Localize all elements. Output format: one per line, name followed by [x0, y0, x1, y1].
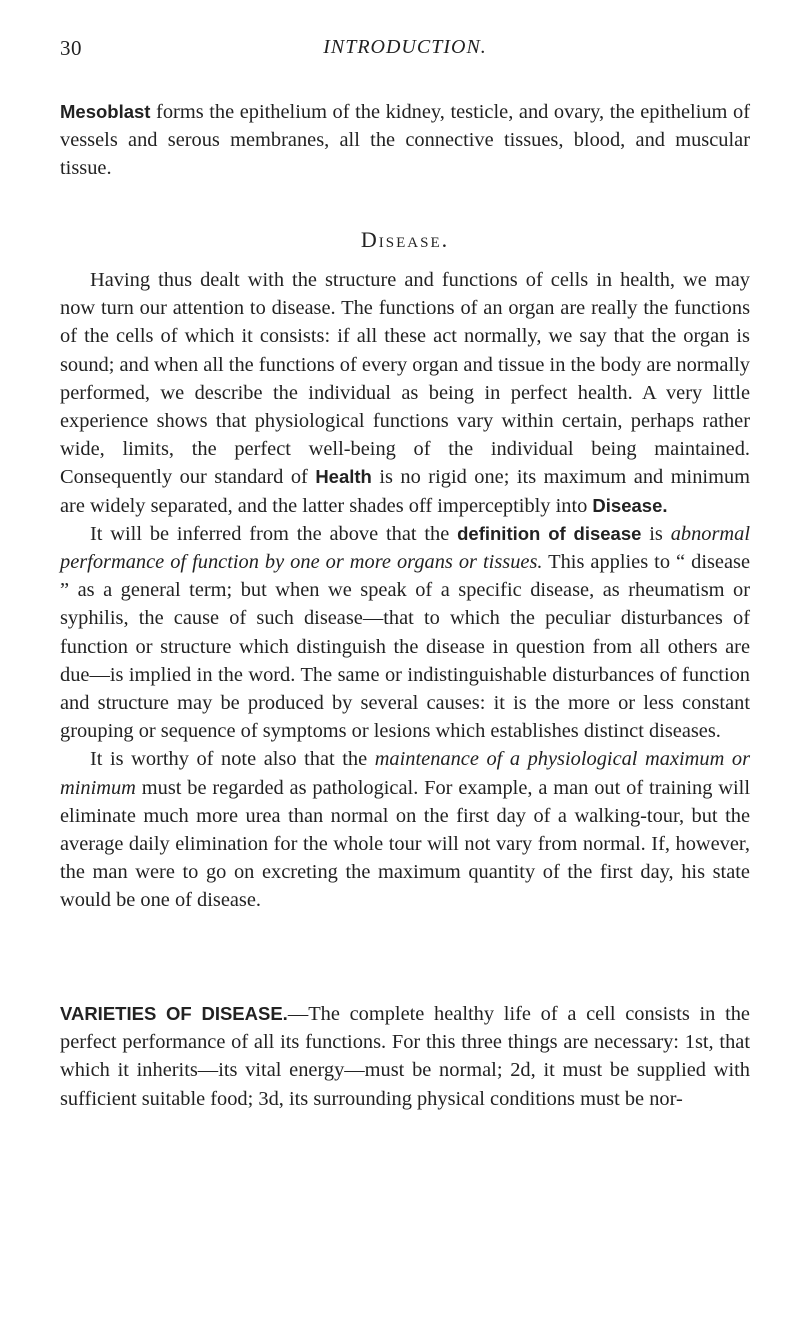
- varieties-section: [60, 1000, 750, 1113]
- varieties-text: —The complete healthy life of a cell consists in the perfect performance of all its functions. For this three things are necessary: 1st, that which it inherits—its vital energy—must be normal; 2d, it must be supplied with sufficient suitable food; 3d, its surrounding physical conditions must be nor-: [60, 1003, 750, 1110]
- definition-text-1: It will be inferred from the above that the: [90, 522, 458, 545]
- intro-paragraph-block: [60, 98, 750, 183]
- mesoblast-paragraph: [60, 98, 750, 183]
- disease-section: [60, 266, 750, 915]
- disease-heading-block: [60, 227, 750, 253]
- mesoblast-text: forms the epithelium of the kidney, testicle, and ovary, the epithelium of vessels and serous membranes, all the connective tissues, blood, and muscular tissue.: [60, 101, 750, 180]
- varieties-heading: VARIETIES OF DISEASE.: [60, 1003, 288, 1024]
- definition-text-2: is: [641, 522, 671, 545]
- health-paragraph: [60, 266, 750, 520]
- definition-text-3: This applies to “ disease ” as a general term; but when we speak of a specific disease, as rheumatism or syphilis, the cause of such disease—that to which the peculiar disturbances of function or structure which distinguish the disease in question from all others are due—is implied in the word. The same or indistinguishable disturbances of function and structure may be produced by several causes: it is the more or less constant grouping or sequence of symptoms or lesions which establishes distinct diseases.: [60, 551, 751, 743]
- running-head: [60, 36, 750, 66]
- maintenance-text-1: It is worthy of note also that the: [90, 748, 375, 771]
- mesoblast-term: Mesoblast: [60, 101, 151, 122]
- health-text-1: Having thus dealt with the structure and functions of cells in health, we may now turn our attention to disease. The functions of an organ are really the functions of the cells of which it consists: if all these act normally, we say that the organ is sound; and when all the functions of every organ and tissue in the body are normally performed, we describe the individual as being in perfect health. A very little experience shows that physiological functions vary within certain, perhaps rather wide, limits, the perfect well-being of the individual being maintained. Consequently our standard of: [60, 269, 750, 489]
- running-title: INTRODUCTION.: [323, 36, 487, 58]
- definition-term: definition of disease: [457, 522, 642, 544]
- page-number: 30: [60, 36, 82, 60]
- disease-heading: Disease.: [360, 227, 450, 252]
- varieties-paragraph: [60, 1000, 750, 1113]
- definition-paragraph: [60, 520, 750, 746]
- health-term: Health: [315, 466, 372, 488]
- definition-italic: abnormal performance of function by one or more organs or tissues.: [60, 522, 751, 574]
- maintenance-text-2: must be regarded as pathological. For example, a man out of training will eliminate much more urea than normal on the first day of a walking-tour, but the average daily elimination for the whole tour will not vary from normal. If, however, the man were to go on excreting the maximum quantity of the first day, his state would be one of disease.: [60, 776, 750, 912]
- maintenance-italic: maintenance of a physiological maximum or minimum: [60, 748, 751, 799]
- disease-term: Disease.: [592, 494, 668, 516]
- maintenance-paragraph: [60, 745, 750, 914]
- health-text-2: is no rigid one; its maximum and minimum are widely separated, and the latter shades off imperceptibly into: [60, 466, 750, 517]
